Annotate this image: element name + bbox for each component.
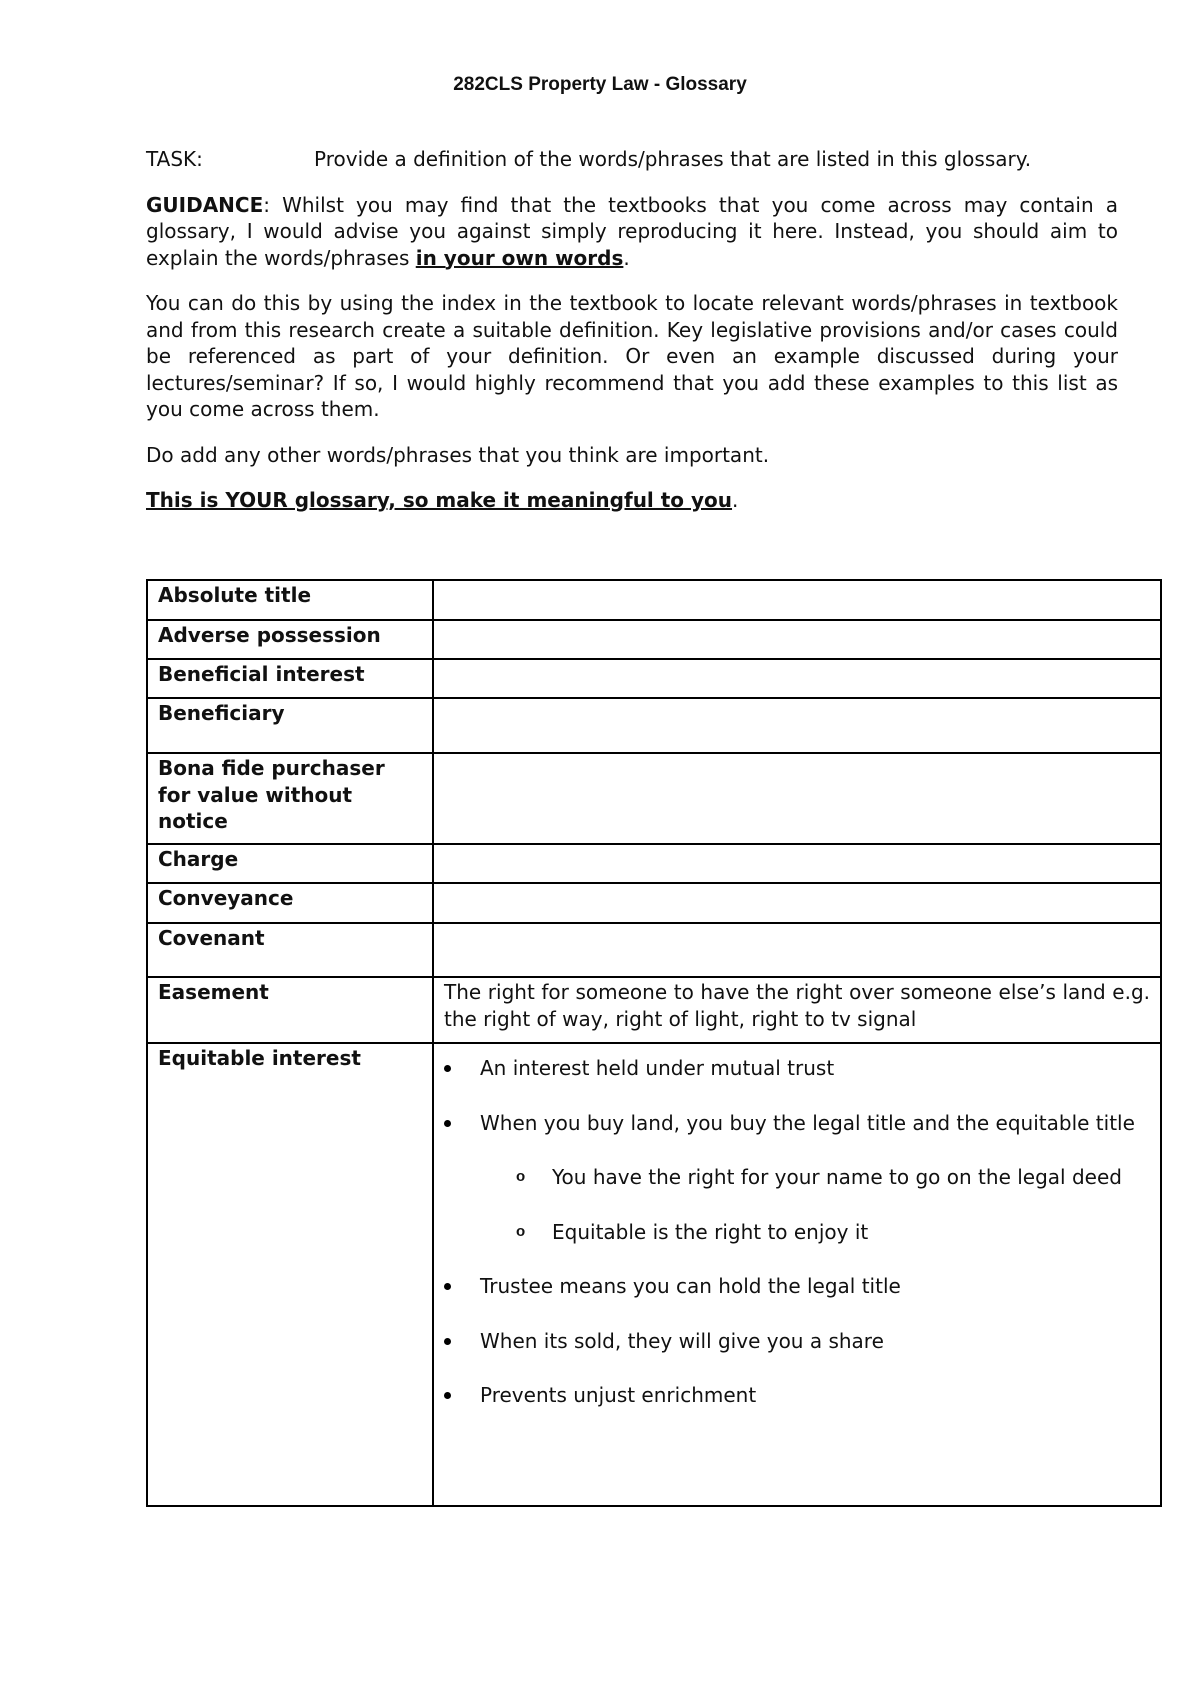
guidance-end: . [623, 245, 630, 270]
guidance-label: GUIDANCE [146, 192, 264, 217]
guidance-paragraph [146, 192, 1118, 272]
term-cell: Covenant [147, 923, 433, 977]
index-paragraph: You can do this by using the index in the textbook to locate relevant words/phrases in textbook and from this research create a suitable definition. Key legislative provisions and/or cases could be referenced as part of your definition. Or even an example discussed during your lectures/seminar? If so, I would highly recommend that you add these examples to this list as you come across them. [146, 291, 1118, 421]
document-title: 282CLS Property Law - Glossary [453, 74, 747, 95]
table-row [147, 698, 1161, 753]
intro-section [146, 146, 1118, 533]
add-paragraph: Do add any other words/phrases that you think are important. [146, 442, 770, 467]
term-cell: Easement [147, 977, 433, 1043]
task-paragraph [146, 146, 1118, 173]
guidance-emphasis: in your own words [415, 245, 624, 270]
term-cell: Beneficial interest [147, 659, 433, 698]
bullet-icon [444, 1338, 451, 1345]
bullet-icon [444, 1283, 451, 1290]
table-row [147, 620, 1161, 659]
guidance-text: : Whilst you may find that the textbooks that you come across may contain a glossary, I would advise you against simply reproducing it here. Instead, you should aim to explain the words/phrases [146, 192, 1118, 270]
definition-cell[interactable] [433, 659, 1161, 698]
list-item: Trustee means you can hold the legal title [480, 1273, 1150, 1300]
list-item: When its sold, they will give you a share [480, 1328, 1150, 1355]
bullet-icon [444, 1120, 451, 1127]
yours-end: . [732, 488, 739, 512]
definition-cell[interactable]: The right for someone to have the right over someone else’s land e.g. the right of way, right of light, right to tv signal [433, 977, 1161, 1043]
table-row [147, 883, 1161, 923]
sub-bullet-icon: o [516, 1222, 526, 1240]
sub-list-item: o You have the right for your name to go on the legal deed [516, 1165, 1122, 1189]
definition-cell[interactable] [433, 1043, 1161, 1506]
sub-list-item: o Equitable is the right to enjoy it [516, 1219, 869, 1244]
term-cell: Beneficiary [147, 698, 433, 753]
term-cell: Conveyance [147, 883, 433, 923]
table-row [147, 923, 1161, 977]
definition-cell[interactable] [433, 844, 1161, 883]
term-cell: Adverse possession [147, 620, 433, 659]
list-item: An interest held under mutual trust [480, 1055, 1150, 1082]
definition-cell[interactable] [433, 580, 1161, 620]
bullet-list [444, 1055, 1150, 1409]
table-row [147, 977, 1161, 1043]
table-row [147, 844, 1161, 883]
term-cell: Equitable interest [147, 1043, 433, 1506]
task-label: TASK: [146, 147, 203, 171]
bullet-icon [444, 1392, 451, 1399]
table-row [147, 659, 1161, 698]
yours-emphasis: This is YOUR glossary, so make it meaningful to you [146, 488, 733, 512]
term-cell: Bona fide purchaser for value without notice [147, 753, 433, 844]
table-row [147, 753, 1161, 844]
definition-cell[interactable] [433, 753, 1161, 844]
definition-cell[interactable] [433, 923, 1161, 977]
definition-cell[interactable] [433, 620, 1161, 659]
list-item: When you buy land, you buy the legal title and the equitable title o You have the right for your name to go on the legal deed o Equitable is the right to enjoy it [480, 1110, 1150, 1246]
sub-bullet-list [480, 1164, 1150, 1245]
definition-cell[interactable] [433, 698, 1161, 753]
bullet-icon [444, 1065, 451, 1072]
sub-bullet-icon: o [516, 1168, 526, 1185]
yours-paragraph [146, 487, 1118, 514]
list-item: Prevents unjust enrichment [480, 1382, 1150, 1409]
glossary-table [146, 579, 1162, 1507]
table-row [147, 580, 1161, 620]
table-row [147, 1043, 1161, 1506]
term-cell: Absolute title [147, 580, 433, 620]
task-text: Provide a definition of the words/phrases that are listed in this glossary. [314, 147, 1032, 171]
definition-cell[interactable] [433, 883, 1161, 923]
term-cell: Charge [147, 844, 433, 883]
